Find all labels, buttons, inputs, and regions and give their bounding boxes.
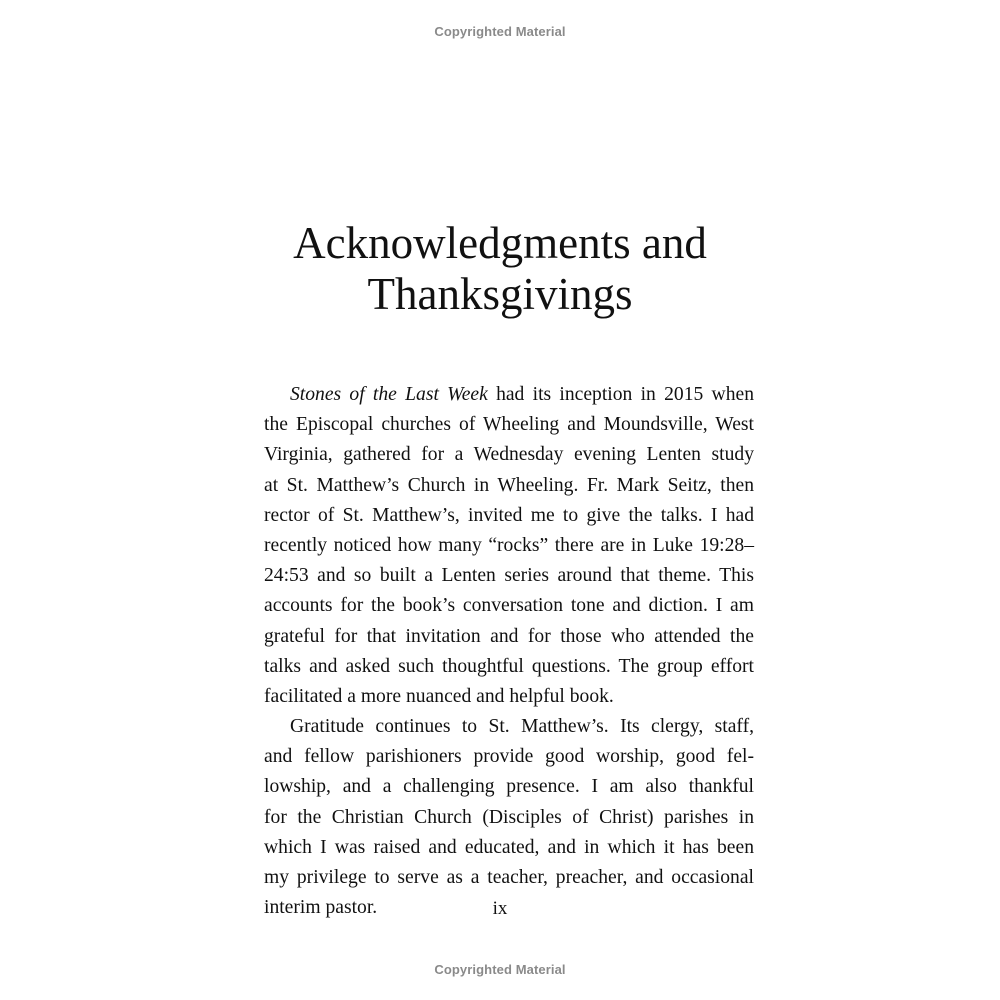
title-line-2: Thanksgivings xyxy=(367,269,633,319)
text-line: grateful for that invitation and for those who attended the xyxy=(264,625,754,647)
text-line: my privilege to serve as a teacher, preacher, and occasional xyxy=(264,867,754,888)
text-line: Gratitude continues to St. Matthew’s. Its clergy, staff, xyxy=(290,716,754,738)
page-number: ix xyxy=(492,898,508,919)
text-line: Virginia, gathered for a Wednesday evening Lenten study xyxy=(264,444,754,466)
page-title xyxy=(0,218,1000,320)
text-line: rector of St. Matthew’s, invited me to give the talks. I had xyxy=(264,504,754,526)
text-line: interim pastor. xyxy=(264,897,378,919)
text-line: talks and asked such thoughtful questions. The group effort xyxy=(264,655,754,677)
text-line: lowship, and a challenging presence. I am also thankful xyxy=(264,776,754,798)
text-line: Stones of the Last Week had its inception in 2015 when xyxy=(290,384,754,405)
paragraph-2 xyxy=(264,712,754,923)
text-line: accounts for the book’s conversation tone and diction. I am xyxy=(264,595,754,617)
body-text xyxy=(264,380,754,923)
text-line: facilitated a more nuanced and helpful book. xyxy=(264,685,614,707)
book-title-italic: Stones of the Last Week xyxy=(290,384,488,405)
text-line: and fellow parishioners provide good worship, good fel- xyxy=(264,746,754,768)
text-line: 24:53 and so built a Lenten series around that theme. This xyxy=(264,565,754,587)
copyright-header: Copyrighted Material xyxy=(434,24,566,39)
text-line: recently noticed how many “rocks” there are in Luke 19:28– xyxy=(264,534,754,556)
text-line: at St. Matthew’s Church in Wheeling. Fr. Mark Seitz, then xyxy=(264,474,754,496)
text-line: for the Christian Church (Disciples of Christ) parishes in xyxy=(264,806,754,828)
text-line: the Episcopal churches of Wheeling and Moundsville, West xyxy=(264,414,754,436)
title-line-1: Acknowledgments and xyxy=(293,218,707,268)
text-line: which I was raised and educated, and in which it has been xyxy=(264,836,754,858)
paragraph-1 xyxy=(264,380,754,712)
copyright-footer: Copyrighted Material xyxy=(434,962,566,977)
